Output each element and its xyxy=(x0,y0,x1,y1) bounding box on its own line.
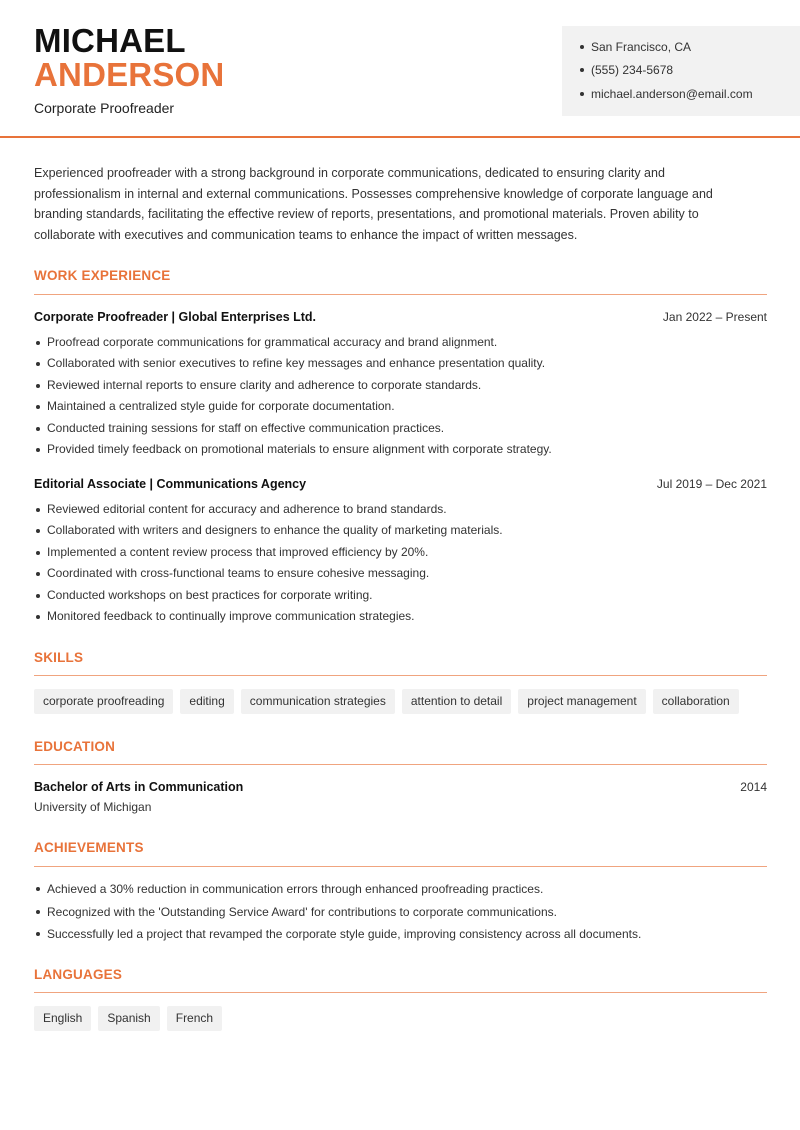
job-role: Corporate Proofreader | Global Enterprises Ltd. xyxy=(34,310,317,324)
list-item: Reviewed editorial content for accuracy and adherence to brand standards. xyxy=(34,499,767,520)
languages-list xyxy=(34,1006,222,1031)
list-item: Collaborated with writers and designers to enhance the quality of marketing materials. xyxy=(34,520,767,541)
list-item: Conducted training sessions for staff on effective communication practices. xyxy=(34,418,767,439)
list-item: Coordinated with cross-functional teams to ensure cohesive messaging. xyxy=(34,563,767,584)
job-dates: Jul 2019 – Dec 2021 xyxy=(656,477,767,491)
list-item: Provided timely feedback on promotional materials to ensure alignment with corporate strategy. xyxy=(34,439,767,460)
language-tag: English xyxy=(34,1006,91,1031)
contact-location: San Francisco, CA xyxy=(580,39,691,55)
list-item: Maintained a centralized style guide for corporate documentation. xyxy=(34,396,767,417)
skills-list xyxy=(34,689,739,714)
contact-box xyxy=(562,26,800,116)
education-school: University of Michigan xyxy=(34,800,152,814)
skill-tag: attention to detail xyxy=(402,689,511,714)
list-item: Proofread corporate communications for grammatical accuracy and brand alignment. xyxy=(34,332,767,353)
job-header xyxy=(34,309,767,325)
section-divider xyxy=(34,866,767,867)
list-item: Reviewed internal reports to ensure clarity and adherence to corporate standards. xyxy=(34,375,767,396)
job-header xyxy=(34,476,767,492)
skill-tag: collaboration xyxy=(653,689,739,714)
skill-tag: communication strategies xyxy=(241,689,395,714)
job-title: Corporate Proofreader xyxy=(34,100,175,116)
contact-phone: (555) 234-5678 xyxy=(580,62,673,78)
language-tag: French xyxy=(167,1006,222,1031)
section-title-work: WORK EXPERIENCE xyxy=(34,268,171,283)
bullet-icon xyxy=(580,68,584,72)
list-item: Successfully led a project that revamped the corporate style guide, improving consistency across all documents. xyxy=(34,923,767,946)
section-title-skills: SKILLS xyxy=(34,650,84,665)
bullet-icon xyxy=(580,92,584,96)
section-divider xyxy=(34,992,767,993)
education-year: 2014 xyxy=(740,780,767,794)
education-degree: Bachelor of Arts in Communication xyxy=(34,780,244,794)
contact-email: michael.anderson@email.com xyxy=(580,86,753,102)
job-bullets xyxy=(34,499,767,627)
skill-tag: project management xyxy=(518,689,645,714)
section-divider xyxy=(34,294,767,295)
bullet-icon xyxy=(580,45,584,49)
achievement-bullets xyxy=(34,878,767,946)
skill-tag: editing xyxy=(180,689,233,714)
list-item: Monitored feedback to continually improve communication strategies. xyxy=(34,606,767,627)
section-title-achievements: ACHIEVEMENTS xyxy=(34,840,144,855)
section-title-education: EDUCATION xyxy=(34,739,116,754)
list-item: Recognized with the 'Outstanding Service Award' for contributions to corporate communications. xyxy=(34,901,767,924)
section-title-languages: LANGUAGES xyxy=(34,967,123,982)
skill-tag: corporate proofreading xyxy=(34,689,173,714)
section-divider xyxy=(34,764,767,765)
job-role: Editorial Associate | Communications Agency xyxy=(34,477,307,491)
job-bullets xyxy=(34,332,767,460)
summary: Experienced proofreader with a strong background in corporate communications, dedicated to ensuring clarity and professionalism in internal and external communications. Possesses comprehensive knowledge of corporate language and branding standards, facilitating the effective review of reports, presentations, and promotional materials. Proven ability to collaborate with executives and communication teams to enhance the impact of written messages. xyxy=(34,166,713,243)
list-item: Achieved a 30% reduction in communication errors through enhanced proofreading practices. xyxy=(34,878,767,901)
last-name: ANDERSON xyxy=(34,56,225,93)
section-divider xyxy=(34,675,767,676)
list-item: Implemented a content review process that improved efficiency by 20%. xyxy=(34,542,767,563)
list-item: Conducted workshops on best practices for corporate writing. xyxy=(34,585,767,606)
first-name: MICHAEL xyxy=(34,22,186,59)
list-item: Collaborated with senior executives to refine key messages and enhance presentation quality. xyxy=(34,353,767,374)
language-tag: Spanish xyxy=(98,1006,159,1031)
job-dates: Jan 2022 – Present xyxy=(662,310,767,324)
